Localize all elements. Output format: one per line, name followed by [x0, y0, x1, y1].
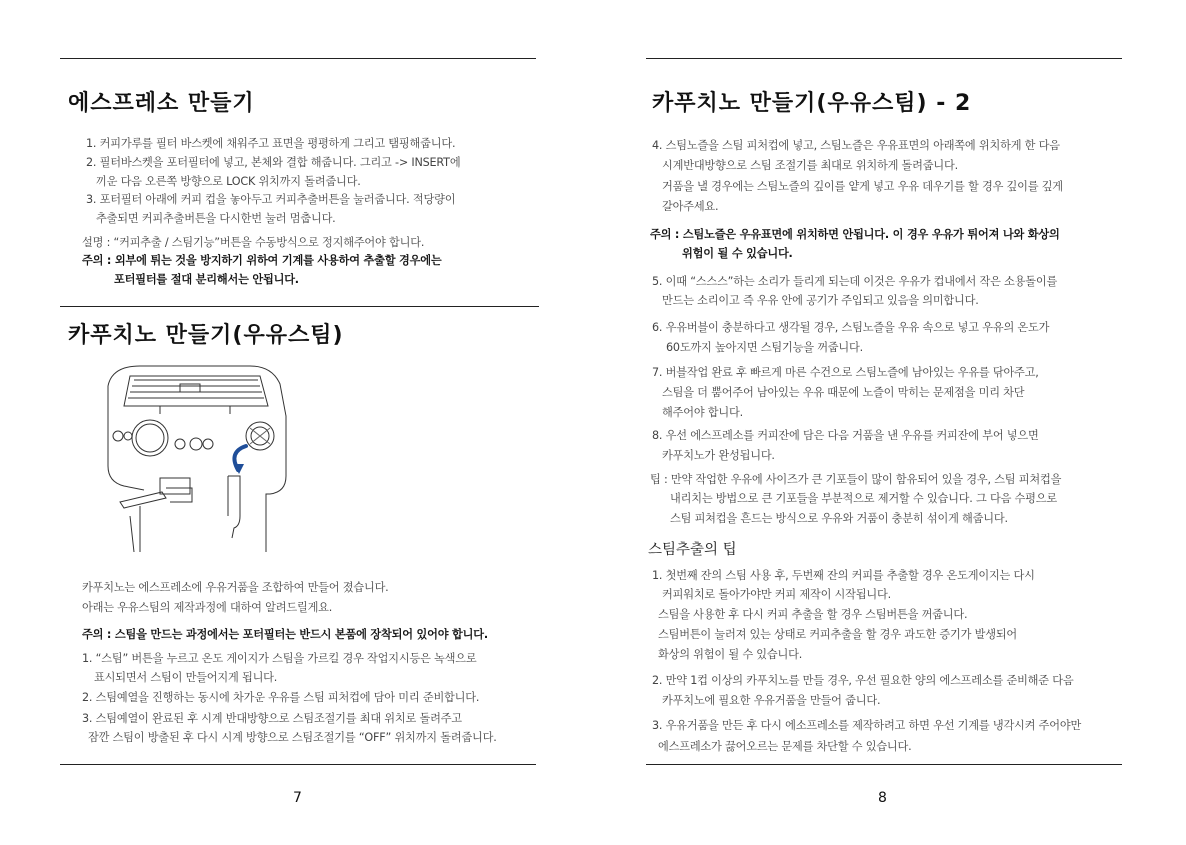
text-line: 잠깐 스팀이 방출된 후 다시 시계 방향으로 스팀조절기를 “OFF” 위치까지 돌려줍니다. — [88, 731, 497, 744]
text-line: 에스프레소가 끓어오르는 문제를 차단할 수 있습니다. — [658, 740, 912, 753]
heading-espresso: 에스프레소 만들기 — [68, 91, 255, 116]
text-line: 8. 우선 에스프레소를 커피잔에 담은 다음 거품을 낸 우유를 커피잔에 부어 넣으면 — [652, 429, 1039, 442]
tip-line: 팁 : 만약 작업한 우유에 사이즈가 큰 기포들이 많이 함유되어 있을 경우, 스팀 피쳐컵을 — [650, 473, 1062, 486]
text-line: 갈아주세요. — [662, 200, 719, 213]
text-line: 1. 첫번째 잔의 스팀 사용 후, 두번째 잔의 커피를 추출할 경우 온도게이지는 다시 — [652, 569, 1035, 582]
caution-line: 위험이 될 수 있습니다. — [682, 247, 793, 260]
note-line: 설명 : “커피추출 / 스팀기능”버튼을 수동방식으로 정지해주어야 합니다. — [82, 236, 425, 249]
text-line: 만드는 소리이고 즉 우유 안에 공기가 주입되고 있음을 의미합니다. — [662, 294, 979, 307]
text-line: 화상의 위험이 될 수 있습니다. — [658, 648, 803, 661]
page-number-left: 7 — [293, 790, 302, 806]
text-line: 2. 필터바스켓을 포터필터에 넣고, 본체와 결합 해줍니다. 그리고 -> INSERT에 — [86, 156, 461, 169]
caution-line: 주의 : 스팀노즐은 우유표면에 위치하면 안됩니다. 이 경우 우유가 튀어져 나와 화상의 — [650, 228, 1060, 241]
text-line: 끼운 다음 오른쪽 방향으로 LOCK 위치까지 돌려줍니다. — [96, 175, 361, 188]
caution-line: 주의 : 스팀을 만드는 과정에서는 포터필터는 반드시 본품에 장착되어 있어야 합니다. — [82, 628, 488, 641]
text-line: 2. 스팀예열을 진행하는 동시에 차가운 우유를 스팀 피처컵에 담아 미리 준비합니다. — [82, 691, 480, 704]
tip-line: 스팀 피쳐컵을 흔드는 방식으로 우유와 거품이 충분히 섞이게 해줍니다. — [670, 512, 1008, 525]
text-line: 카푸치노에 필요한 우유거품을 만들어 줍니다. — [662, 694, 881, 707]
bottom-rule-right — [646, 764, 1122, 765]
text-line: 스팀을 더 뿜어주어 남아있는 우유 때문에 노즐이 막히는 문제점을 미리 차단 — [662, 386, 1025, 399]
top-rule-right — [646, 58, 1122, 59]
text-line: 5. 이때 “스스스”하는 소리가 들리게 되는데 이것은 우유가 컵내에서 작은 소용돌이를 — [652, 275, 1058, 288]
page-number-right: 8 — [878, 790, 887, 806]
bottom-rule-left — [60, 764, 536, 765]
top-rule-left — [60, 58, 536, 59]
text-line: 거품을 낼 경우에는 스팀노즐의 깊이를 얕게 넣고 우유 데우기를 할 경우 깊이를 깊게 — [662, 180, 1063, 193]
text-line: 2. 만약 1컵 이상의 카푸치노를 만들 경우, 우선 필요한 양의 에스프레소를 준비해준 다음 — [652, 674, 1074, 687]
text-line: 해주어야 합니다. — [662, 406, 743, 419]
text-line: 1. 커피가루를 필터 바스켓에 채워주고 표면을 평평하게 그리고 탬핑해줍니다. — [86, 137, 456, 150]
intro-line: 아래는 우유스팀의 제작과정에 대하여 알려드릴게요. — [82, 601, 333, 614]
text-line: 추출되면 커피추출버튼을 다시한번 눌러 멈춥니다. — [96, 212, 336, 225]
heading-cappuccino-2: 카푸치노 만들기(우유스팀) - 2 — [652, 91, 972, 116]
text-line: 스팀을 사용한 후 다시 커피 추출을 할 경우 스팀버튼을 꺼줍니다. — [658, 608, 968, 621]
caution-line: 포터필터를 절대 분리해서는 안됩니다. — [114, 273, 299, 286]
text-line: 스팀버튼이 눌러져 있는 상태로 커피추출을 할 경우 과도한 증기가 발생되어 — [658, 628, 1018, 641]
text-line: 3. 포터필터 아래에 커피 컵을 놓아두고 커피추출버튼을 눌러줍니다. 적당량이 — [86, 193, 456, 206]
caution-line: 주의 : 외부에 튀는 것을 방지하기 위하여 기계를 사용하여 추출할 경우에는 — [82, 254, 442, 267]
text-line: 3. 우유거품을 만든 후 다시 에소프레소를 제작하려고 하면 우선 기계를 냉각시켜 주어야만 — [652, 719, 1082, 732]
heading-cappuccino: 카푸치노 만들기(우유스팀) — [68, 323, 344, 348]
section-rule-left — [60, 306, 539, 307]
text-line: 6. 우유버블이 충분하다고 생각될 경우, 스팀노즐을 우유 속으로 넣고 우유의 온도가 — [652, 321, 1050, 334]
text-line: 4. 스팀노즐을 스팀 피처컵에 넣고, 스팀노즐은 우유표면의 아래쪽에 위치하게 한 다음 — [652, 139, 1060, 152]
tip-line: 내리치는 방법으로 큰 기포들을 부분적으로 제거할 수 있습니다. 그 다음 수평으로 — [670, 492, 1057, 505]
espresso-machine-icon — [100, 356, 300, 552]
text-line: 7. 버블작업 완료 후 빠르게 마른 수건으로 스팀노즐에 남아있는 우유를 닦아주고, — [652, 366, 1039, 379]
subheading-steam-tips: 스팀추출의 팁 — [648, 542, 737, 558]
text-line: 시계반대방향으로 스팀 조절기를 최대로 위치하게 돌려줍니다. — [662, 159, 958, 172]
text-line: 커피워치로 돌아가야만 커피 제작이 시작됩니다. — [662, 588, 891, 601]
text-line: 1. “스팀” 버튼을 누르고 온도 게이지가 스팀을 가르킬 경우 작업지시등은 녹색으로 — [82, 652, 477, 665]
text-line: 표시되면서 스팀이 만들어지게 됩니다. — [94, 671, 278, 684]
text-line: 카푸치노가 완성됩니다. — [662, 449, 775, 462]
text-line: 3. 스팀예열이 완료된 후 시계 반대방향으로 스팀조절기를 최대 위치로 돌려주고 — [82, 712, 462, 725]
text-line: 60도까지 높아지면 스팀기능을 꺼줍니다. — [666, 341, 863, 354]
intro-line: 카푸치노는 에스프레소에 우유거품을 조합하여 만들어 졌습니다. — [82, 581, 389, 594]
